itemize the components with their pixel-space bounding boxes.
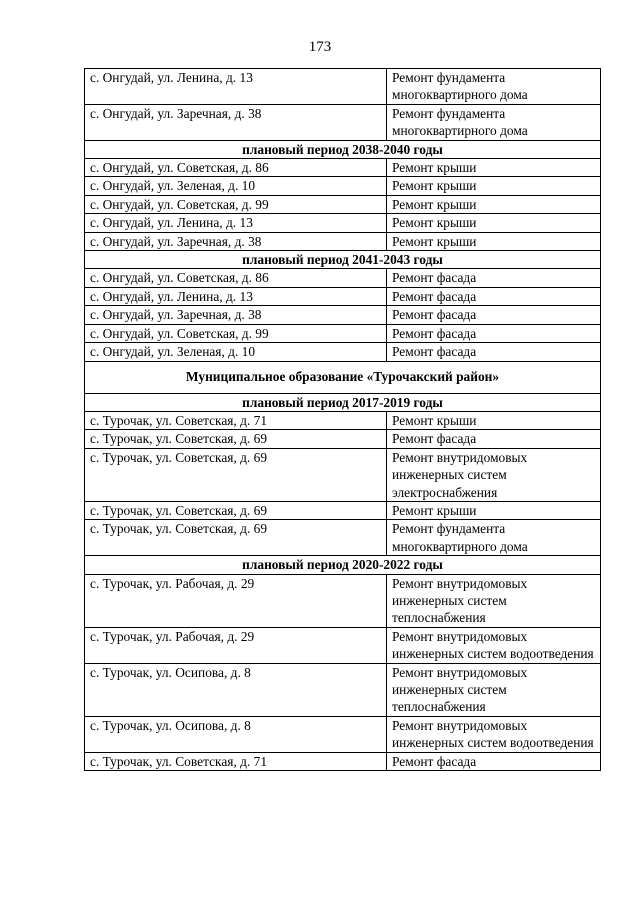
section-header-row <box>85 393 601 411</box>
table-row <box>85 411 601 429</box>
address-cell: с. Онгудай, ул. Заречная, д. 38 <box>85 104 387 140</box>
table-row <box>85 627 601 663</box>
address-cell: с. Турочак, ул. Советская, д. 71 <box>85 752 387 770</box>
work-type-cell: Ремонт фундамента многоквартирного дома <box>387 69 601 105</box>
table-row <box>85 232 601 250</box>
municipality-header-row <box>85 361 601 393</box>
table-row <box>85 501 601 519</box>
section-title: плановый период 2041-2043 годы <box>85 251 601 269</box>
work-type-cell: Ремонт внутридомовых инженерных систем водоотведения <box>387 627 601 663</box>
address-cell: с. Онгудай, ул. Советская, д. 86 <box>85 269 387 287</box>
repair-schedule-table <box>84 68 601 771</box>
section-title: плановый период 2017-2019 годы <box>85 393 601 411</box>
table-row <box>85 269 601 287</box>
address-cell: с. Турочак, ул. Советская, д. 69 <box>85 520 387 556</box>
address-cell: с. Турочак, ул. Советская, д. 69 <box>85 430 387 448</box>
table-row <box>85 214 601 232</box>
table-row <box>85 520 601 556</box>
page-number: 173 <box>308 39 332 55</box>
table-row <box>85 343 601 361</box>
section-header-row <box>85 251 601 269</box>
work-type-cell: Ремонт внутридомовых инженерных систем электроснабжения <box>387 448 601 501</box>
table-row <box>85 306 601 324</box>
work-type-cell: Ремонт внутридомовых инженерных систем теплоснабжения <box>387 663 601 716</box>
table-row <box>85 104 601 140</box>
table-row <box>85 752 601 770</box>
work-type-cell: Ремонт крыши <box>387 177 601 195</box>
work-type-cell: Ремонт фасада <box>387 324 601 342</box>
section-title: плановый период 2038-2040 годы <box>85 140 601 158</box>
work-type-cell: Ремонт фасада <box>387 430 601 448</box>
table-row <box>85 574 601 627</box>
address-cell: с. Онгудай, ул. Заречная, д. 38 <box>85 232 387 250</box>
table-row <box>85 716 601 752</box>
work-type-cell: Ремонт крыши <box>387 232 601 250</box>
table-row <box>85 287 601 305</box>
section-title: плановый период 2020-2022 годы <box>85 556 601 574</box>
work-type-cell: Ремонт крыши <box>387 411 601 429</box>
table-row <box>85 177 601 195</box>
work-type-cell: Ремонт крыши <box>387 214 601 232</box>
municipality-title: Муниципальное образование «Турочакский район» <box>85 361 601 393</box>
address-cell: с. Онгудай, ул. Ленина, д. 13 <box>85 287 387 305</box>
work-type-cell: Ремонт фундамента многоквартирного дома <box>387 520 601 556</box>
address-cell: с. Турочак, ул. Рабочая, д. 29 <box>85 574 387 627</box>
address-cell: с. Онгудай, ул. Ленина, д. 13 <box>85 69 387 105</box>
work-type-cell: Ремонт фасада <box>387 306 601 324</box>
address-cell: с. Турочак, ул. Осипова, д. 8 <box>85 663 387 716</box>
address-cell: с. Онгудай, ул. Советская, д. 86 <box>85 159 387 177</box>
section-header-row <box>85 140 601 158</box>
address-cell: с. Онгудай, ул. Советская, д. 99 <box>85 195 387 213</box>
address-cell: с. Онгудай, ул. Зеленая, д. 10 <box>85 343 387 361</box>
address-cell: с. Турочак, ул. Советская, д. 71 <box>85 411 387 429</box>
work-type-cell: Ремонт фундамента многоквартирного дома <box>387 104 601 140</box>
work-type-cell: Ремонт крыши <box>387 195 601 213</box>
address-cell: с. Онгудай, ул. Советская, д. 99 <box>85 324 387 342</box>
work-type-cell: Ремонт крыши <box>387 159 601 177</box>
table-row <box>85 448 601 501</box>
work-type-cell: Ремонт фасада <box>387 287 601 305</box>
address-cell: с. Турочак, ул. Осипова, д. 8 <box>85 716 387 752</box>
address-cell: с. Онгудай, ул. Зеленая, д. 10 <box>85 177 387 195</box>
work-type-cell: Ремонт фасада <box>387 269 601 287</box>
address-cell: с. Онгудай, ул. Ленина, д. 13 <box>85 214 387 232</box>
section-header-row <box>85 556 601 574</box>
table-row <box>85 663 601 716</box>
table-row <box>85 430 601 448</box>
address-cell: с. Турочак, ул. Рабочая, д. 29 <box>85 627 387 663</box>
table-row <box>85 69 601 105</box>
work-type-cell: Ремонт фасада <box>387 343 601 361</box>
table-row <box>85 324 601 342</box>
work-type-cell: Ремонт фасада <box>387 752 601 770</box>
work-type-cell: Ремонт внутридомовых инженерных систем водоотведения <box>387 716 601 752</box>
work-type-cell: Ремонт внутридомовых инженерных систем теплоснабжения <box>387 574 601 627</box>
address-cell: с. Онгудай, ул. Заречная, д. 38 <box>85 306 387 324</box>
table-row <box>85 159 601 177</box>
address-cell: с. Турочак, ул. Советская, д. 69 <box>85 501 387 519</box>
work-type-cell: Ремонт крыши <box>387 501 601 519</box>
address-cell: с. Турочак, ул. Советская, д. 69 <box>85 448 387 501</box>
table-row <box>85 195 601 213</box>
